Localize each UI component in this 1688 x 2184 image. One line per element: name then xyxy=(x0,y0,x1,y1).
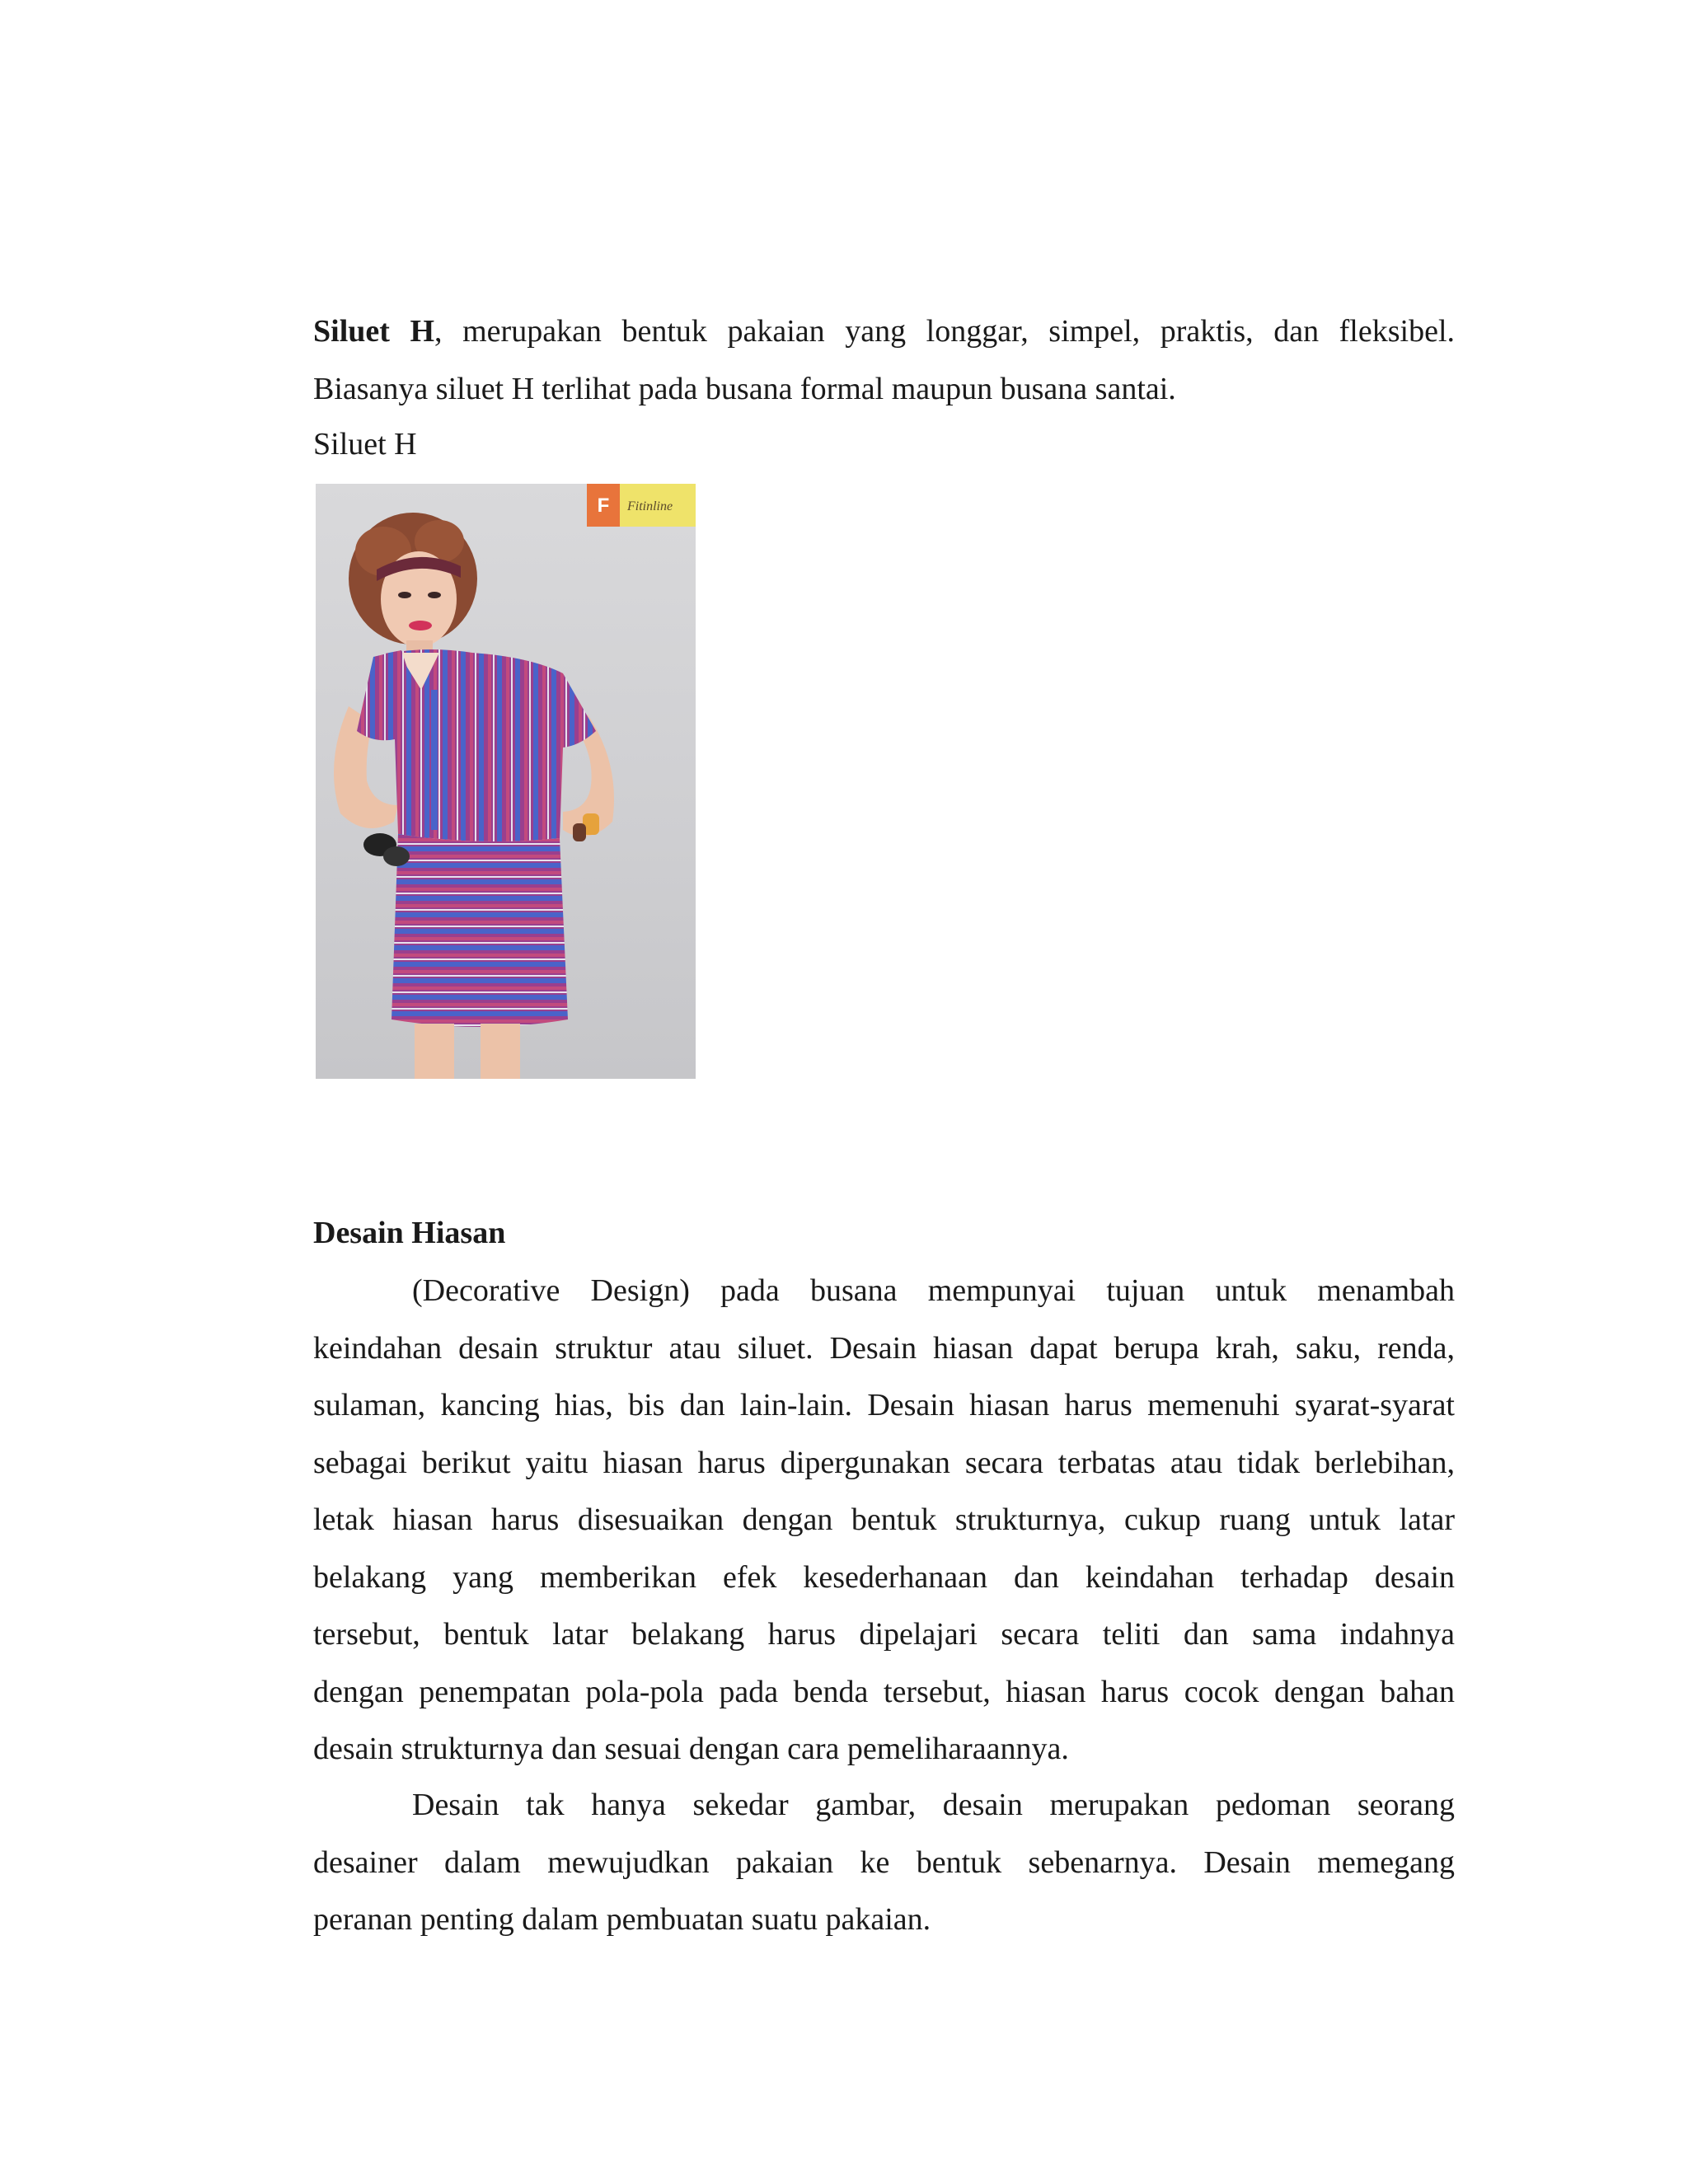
siluet-paragraph xyxy=(313,303,1455,418)
section-heading: Desain Hiasan xyxy=(313,1216,506,1250)
paragraph-line: sebagai berikut yaitu hiasan harus dipergunakan secara terbatas atau tidak berlebihan, xyxy=(313,1445,1455,1480)
siluet-line1-rest: , merupakan bentuk pakaian yang longgar, simpel, praktis, dan fleksibel. xyxy=(434,314,1456,349)
desain-hiasan-paragraph xyxy=(313,1263,1455,1779)
siluet-paragraph-line-1 xyxy=(313,303,1455,361)
paragraph-line: desainer dalam mewujudkan pakaian ke bentuk sebenarnya. Desain memegang xyxy=(313,1844,1455,1880)
logo-letter: F xyxy=(597,494,610,517)
siluet-paragraph-line-2: Biasanya siluet H terlihat pada busana formal maupun busana santai. xyxy=(313,371,1176,406)
logo-text: Fitinline xyxy=(627,499,673,513)
siluet-term: Siluet H xyxy=(313,314,435,349)
paragraph-line: dengan penempatan pola-pola pada benda tersebut, hiasan harus cocok dengan bahan xyxy=(313,1674,1455,1709)
figure-caption: Siluet H xyxy=(313,427,417,462)
fashion-photo xyxy=(316,484,696,1079)
paragraph-line: belakang yang memberikan efek kesederhanaan dan keindahan terhadap desain xyxy=(313,1559,1455,1595)
paragraph-line: tersebut, bentuk latar belakang harus dipelajari secara teliti dan sama indahnya xyxy=(313,1617,1455,1652)
desain-paragraph xyxy=(313,1777,1455,1949)
paragraph-line: keindahan desain struktur atau siluet. Desain hiasan dapat berupa krah, saku, renda, xyxy=(313,1330,1455,1366)
paragraph-line: desain strukturnya dan sesuai dengan cara pemeliharaannya. xyxy=(313,1732,1069,1766)
paragraph-line: sulaman, kancing hias, bis dan lain-lain. Desain hiasan harus memenuhi syarat-syarat xyxy=(313,1388,1455,1422)
paragraph-line: letak hiasan harus disesuaikan dengan bentuk strukturnya, cukup ruang untuk latar xyxy=(313,1502,1455,1537)
paragraph-line: peranan penting dalam pembuatan suatu pakaian. xyxy=(313,1902,931,1937)
paragraph-line: Desain tak hanya sekedar gambar, desain merupakan pedoman seorang xyxy=(412,1788,1455,1822)
paragraph-line: (Decorative Design) pada busana mempunyai tujuan untuk menambah xyxy=(412,1273,1455,1308)
